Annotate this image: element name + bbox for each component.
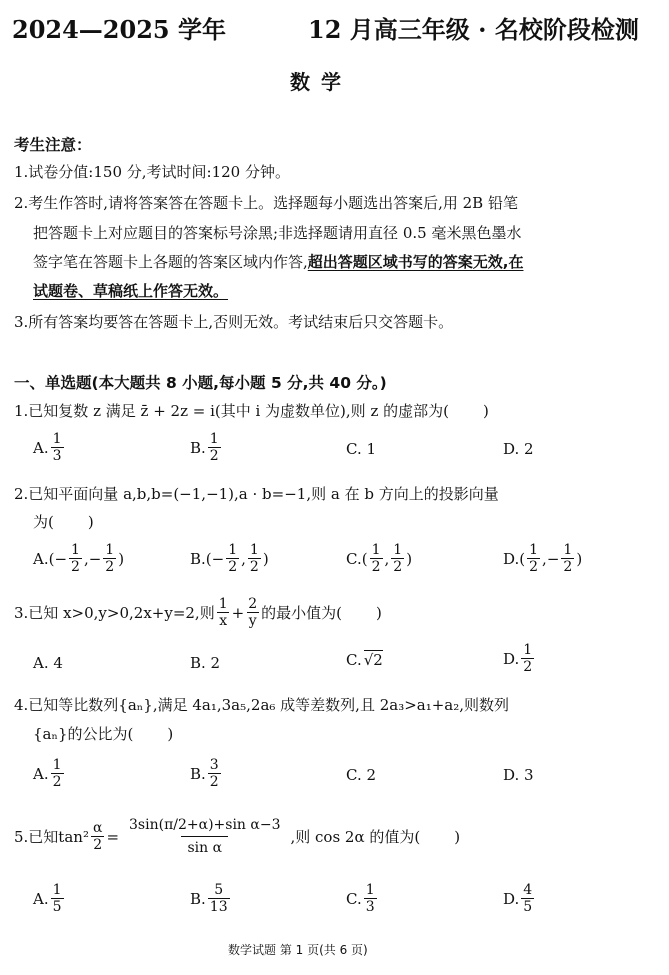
page-footer: 数学试题 第 1 页(共 6 页) xyxy=(228,943,368,957)
q5-option-b xyxy=(190,883,232,914)
question-5-tail: ,则 cos 2α 的值为( xyxy=(290,827,421,846)
question-2-stem: 2.已知平面向量 a,b,b=(−1,−1),a · b=−1,则 a 在 b 方向上的投影向量 xyxy=(14,485,499,503)
question-3-tail: 的最小值为( xyxy=(261,603,342,622)
notice-item-1: 1.试卷分值:150 分,考试时间:120 分钟。 xyxy=(14,163,290,181)
denominator: 2 xyxy=(393,559,403,575)
q1-option-b xyxy=(190,432,223,463)
big-fraction xyxy=(123,818,286,855)
option-label: B. xyxy=(190,889,206,908)
notice-text: 签字笔在答题卡上各题的答案区域内作答, xyxy=(33,253,308,271)
numerator: 1 xyxy=(563,542,573,558)
denominator: 5 xyxy=(523,899,533,915)
question-2-text: 为( xyxy=(33,513,54,531)
section-heading: 一、单选题(本大题共 8 小题,每小题 5 分,共 40 分。) xyxy=(14,374,387,392)
q3-option-c xyxy=(346,650,383,669)
option-label: B. xyxy=(190,549,206,568)
numerator: 1 xyxy=(529,542,539,558)
option-label: A. xyxy=(33,764,49,783)
denominator: 2 xyxy=(93,837,103,853)
notice-warning-line2: 试题卷、草稿纸上作答无效。 xyxy=(33,282,229,300)
numerator: 1 xyxy=(393,542,403,558)
numerator: 1 xyxy=(228,542,238,558)
fraction xyxy=(364,883,377,914)
fraction xyxy=(521,883,534,914)
q3-option-a: A. 4 xyxy=(33,654,63,672)
fraction xyxy=(248,543,261,574)
fraction xyxy=(208,883,230,914)
notice-item-3: 3.所有答案均要答在答题卡上,否则无效。考试结束后只交答题卡。 xyxy=(14,313,454,331)
option-label: D. xyxy=(503,889,520,908)
year-header: 2024—2025 学年 xyxy=(12,15,226,44)
denominator: 2 xyxy=(249,559,259,575)
fraction xyxy=(370,543,383,574)
option-label: A. xyxy=(33,438,49,457)
notice-warning: 超出答题区域书写的答案无效,在 xyxy=(307,253,524,271)
option-label: A. xyxy=(33,889,49,908)
fraction xyxy=(208,432,221,463)
numerator: 1 xyxy=(365,882,375,898)
numerator: 1 xyxy=(249,542,259,558)
numerator: 4 xyxy=(523,882,533,898)
numerator: 5 xyxy=(214,882,224,898)
numerator: 3 xyxy=(209,757,219,773)
fraction xyxy=(217,597,230,628)
fraction xyxy=(208,758,221,789)
option-label: B. xyxy=(190,764,206,783)
question-1-stem: 1.已知复数 z 满足 z̄ + 2z = i(其中 i 为虚数单位),则 z 的虚部为( xyxy=(14,402,449,420)
q4-option-b xyxy=(190,758,223,789)
fraction xyxy=(51,432,64,463)
q1-option-c: C. 1 xyxy=(346,440,377,458)
question-5-stem: 5.已知tan² xyxy=(14,827,89,846)
question-4-text: {aₙ}的公比为( xyxy=(33,725,134,743)
question-4-stem: 4.已知等比数列{aₙ},满足 4a₁,3a₅,2a₆ 成等差数列,且 2a₃>a₁+a₂,则数列 xyxy=(14,696,510,714)
option-label: D. xyxy=(503,649,520,668)
numerator: 3sin(π/2+α)+sin α−3 xyxy=(129,817,281,833)
denominator: 2 xyxy=(71,559,80,575)
numerator: 1 xyxy=(52,757,62,773)
numerator: 1 xyxy=(52,431,62,447)
fraction xyxy=(226,543,239,574)
question-3-stem: 3.已知 x>0,y>0,2x+y=2,则 xyxy=(14,603,215,622)
denominator: 2 xyxy=(371,559,381,575)
numerator: 1 xyxy=(209,431,219,447)
equals-sign: = xyxy=(106,827,120,846)
q2-option-c: C. ( $\frac{1}{2}$ , $\frac{1}{2}$ ) xyxy=(346,542,413,575)
fraction xyxy=(91,821,104,852)
plus-sign: + xyxy=(231,603,245,622)
question-2-stem2 xyxy=(33,510,94,534)
answer-paren: ) xyxy=(87,513,94,531)
numerator: 1 xyxy=(218,596,228,612)
notice-item-2-line3 xyxy=(33,250,523,274)
sqrt-value: √2 xyxy=(363,651,383,669)
answer-paren: ) xyxy=(454,827,461,846)
denominator: x xyxy=(219,613,228,629)
option-label: B. xyxy=(190,438,206,457)
page-title: 数 学 xyxy=(290,70,343,94)
denominator: 3 xyxy=(52,448,62,464)
option-label: C. xyxy=(346,549,362,568)
denominator: 2 xyxy=(529,559,539,575)
fraction xyxy=(561,543,574,574)
denominator: 3 xyxy=(365,899,375,915)
notice-item-2: 2.考生作答时,请将答案答在答题卡上。选择题每小题选出答案后,用 2B 铅笔 xyxy=(14,194,518,212)
q2-option-a: A. (− $\frac{1}{2}$ ,− $\frac{1}{2}$ ) xyxy=(33,542,125,575)
notice-heading: 考生注意： xyxy=(14,136,92,154)
answer-paren: ) xyxy=(375,603,382,622)
question-1 xyxy=(14,399,489,423)
q4-option-c: C. 2 xyxy=(346,766,377,784)
denominator: 13 xyxy=(209,899,228,915)
notice-item-2-line2: 把答题卡上对应题目的答案标号涂黑;非选择题请用直径 0.5 毫米黑色墨水 xyxy=(33,224,522,242)
q2-option-b: B. (− $\frac{1}{2}$ , $\frac{1}{2}$ ) xyxy=(190,542,269,575)
q3-option-d xyxy=(503,643,536,674)
denominator: 2 xyxy=(209,448,219,464)
numerator: 1 xyxy=(105,542,115,558)
option-label: A. xyxy=(33,549,49,568)
q5-option-a xyxy=(33,883,66,914)
fraction xyxy=(103,543,116,574)
q4-option-d: D. 3 xyxy=(503,766,534,784)
fraction xyxy=(51,883,64,914)
q5-option-d xyxy=(503,883,536,914)
q5-option-c xyxy=(346,883,379,914)
question-4-stem2 xyxy=(33,722,173,746)
question-3 xyxy=(14,597,382,628)
fraction xyxy=(391,543,404,574)
exam-header: 12 月高三年级 · 名校阶段检测 xyxy=(308,15,639,44)
option-label: C. xyxy=(346,650,362,669)
denominator: y xyxy=(248,613,257,629)
numerator: 1 xyxy=(71,542,80,558)
q2-option-d: D. ( $\frac{1}{2}$ ,− $\frac{1}{2}$ ) xyxy=(503,542,583,575)
numerator: 2 xyxy=(248,596,258,612)
denominator: 2 xyxy=(563,559,573,575)
option-label: D. xyxy=(503,549,520,568)
q1-option-d: D. 2 xyxy=(503,440,534,458)
denominator: sin α xyxy=(181,836,228,855)
q4-option-a xyxy=(33,758,66,789)
fraction xyxy=(521,643,534,674)
option-label: C. xyxy=(346,889,362,908)
denominator: 2 xyxy=(523,659,533,675)
q1-option-a xyxy=(33,432,66,463)
fraction xyxy=(527,543,540,574)
numerator: α xyxy=(92,820,103,836)
fraction xyxy=(69,543,82,574)
denominator: 2 xyxy=(209,774,219,790)
numerator: 1 xyxy=(52,882,62,898)
question-5 xyxy=(14,818,460,855)
denominator: 2 xyxy=(52,774,62,790)
numerator: 1 xyxy=(371,542,381,558)
q3-option-b: B. 2 xyxy=(190,654,221,672)
denominator: 2 xyxy=(228,559,238,575)
numerator: 1 xyxy=(523,642,533,658)
denominator: 5 xyxy=(52,899,62,915)
fraction xyxy=(246,597,259,628)
answer-paren: ) xyxy=(482,402,489,420)
answer-paren: ) xyxy=(167,725,174,743)
fraction xyxy=(51,758,64,789)
denominator: 2 xyxy=(105,559,115,575)
